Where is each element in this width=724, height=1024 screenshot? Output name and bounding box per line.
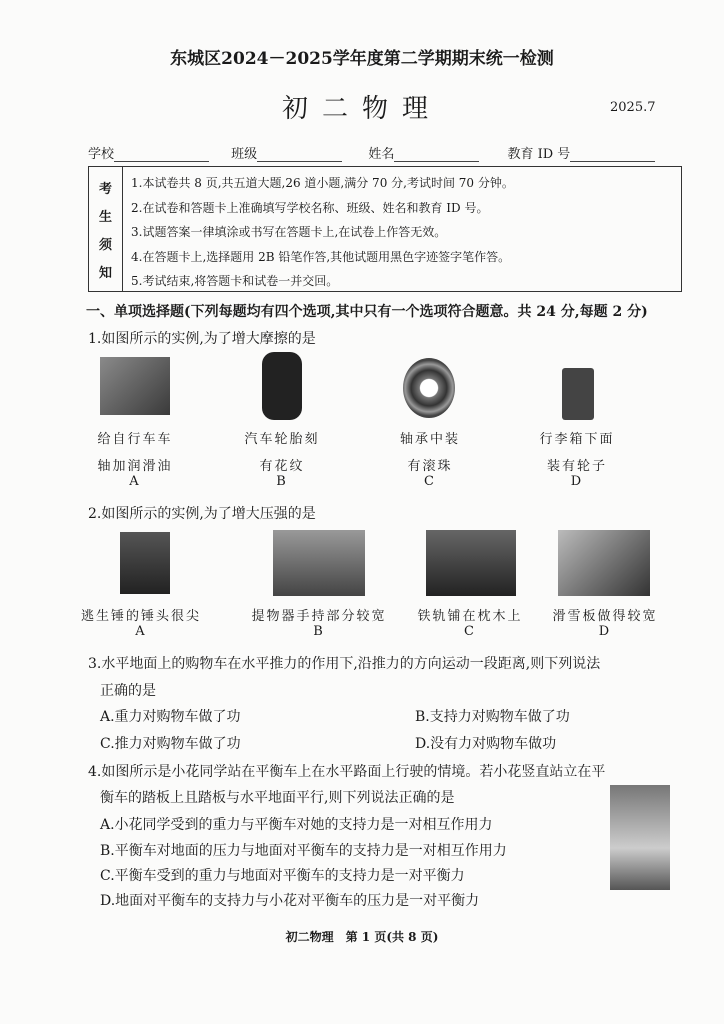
q3-option-b: B.支持力对购物车做了功 bbox=[415, 709, 570, 725]
q1-caption: 有滚珠 bbox=[407, 459, 453, 474]
q4-option-a: A.小花同学受到的重力与平衡车对她的支持力是一对相互作用力 bbox=[100, 817, 493, 833]
bicycle-axle-image bbox=[100, 357, 170, 415]
q2-caption: 铁轨铺在枕木上 bbox=[417, 609, 523, 624]
notice-box bbox=[88, 166, 682, 292]
page-footer: 初二物理 第 1 页(共 8 页) bbox=[285, 930, 439, 944]
notice-item: 1.本试卷共 8 页,共五道大题,26 道小题,满分 70 分,考试时间 70 分钟。 bbox=[131, 176, 514, 190]
subject-title: 初二物理 bbox=[281, 94, 442, 124]
q1-caption: 汽车轮胎刻 bbox=[244, 432, 320, 447]
q1-caption: 行李箱下面 bbox=[539, 432, 615, 447]
q1-caption: 给自行车车 bbox=[97, 432, 173, 447]
field-name-label: 姓名 bbox=[368, 147, 395, 162]
railway-image bbox=[426, 530, 516, 596]
q3-option-a: A.重力对购物车做了功 bbox=[100, 709, 241, 725]
q4-option-c: C.平衡车受到的重力与地面对平衡车的支持力是一对平衡力 bbox=[100, 868, 465, 884]
field-class-label: 班级 bbox=[231, 147, 258, 162]
name-blank bbox=[394, 149, 479, 162]
q1-caption: 轴加润滑油 bbox=[97, 459, 173, 474]
field-id-label: 教育 ID 号 bbox=[507, 147, 571, 162]
q3-option-d: D.没有力对购物车做功 bbox=[415, 736, 557, 752]
suitcase-image bbox=[562, 368, 594, 420]
q2-caption: 逃生锤的锤头很尖 bbox=[80, 609, 201, 624]
q1-caption: 有花纹 bbox=[259, 459, 305, 474]
exam-date: 2025.7 bbox=[610, 100, 656, 115]
q4-option-d: D.地面对平衡车的支持力与小花对平衡车的压力是一对平衡力 bbox=[100, 893, 480, 909]
q3-stem: 3.水平地面上的购物车在水平推力的作用下,沿推力的方向运动一段距离,则下列说法 bbox=[88, 656, 601, 672]
notice-item: 2.在试卷和答题卡上准确填写学校名称、班级、姓名和教育 ID 号。 bbox=[131, 200, 489, 215]
snowboard-image bbox=[558, 530, 650, 596]
q2-caption: 滑雪板做得较宽 bbox=[552, 609, 658, 624]
q1-option-letter: B bbox=[276, 474, 288, 489]
student-info-fields bbox=[88, 143, 655, 162]
q1-stem: 1.如图所示的实例,为了增大摩擦的是 bbox=[88, 331, 316, 347]
q1-option-letter: C bbox=[424, 474, 436, 489]
q4-option-b: B.平衡车对地面的压力与地面对平衡车的支持力是一对相互作用力 bbox=[100, 843, 507, 859]
field-school-label: 学校 bbox=[88, 147, 115, 162]
q2-stem: 2.如图所示的实例,为了增大压强的是 bbox=[88, 506, 316, 522]
bearing-image bbox=[403, 358, 455, 418]
q2-option-letter: B bbox=[313, 624, 325, 639]
q4-stem-cont: 衡车的踏板上且踏板与水平地面平行,则下列说法正确的是 bbox=[100, 790, 455, 806]
balance-scooter-image bbox=[610, 785, 670, 890]
q2-option-letter: D bbox=[598, 624, 612, 639]
class-blank bbox=[257, 149, 342, 162]
exam-title: 东城区2024－2025学年度第二学期期末统一检测 bbox=[170, 49, 554, 69]
notice-item: 3.试题答案一律填涂或书写在答题卡上,在试卷上作答无效。 bbox=[131, 225, 447, 239]
school-blank bbox=[114, 149, 209, 162]
notice-item: 4.在答题卡上,选择题用 2B 铅笔作答,其他试题用黑色字迹签字笔作答。 bbox=[131, 249, 511, 264]
q3-stem-cont: 正确的是 bbox=[100, 683, 156, 699]
q2-option-letter: A bbox=[135, 624, 147, 639]
q1-option-letter: D bbox=[570, 474, 584, 489]
q1-caption: 装有轮子 bbox=[546, 459, 607, 474]
q2-caption: 提物器手持部分较宽 bbox=[251, 609, 387, 624]
q1-option-letter: A bbox=[129, 474, 141, 489]
id-blank bbox=[570, 149, 655, 162]
notice-item: 5.考试结束,将答题卡和试卷一并交回。 bbox=[131, 274, 339, 288]
tire-image bbox=[262, 352, 302, 420]
escape-hammer-image bbox=[120, 532, 170, 594]
carrier-handle-image bbox=[273, 530, 365, 596]
q1-caption: 轴承中装 bbox=[399, 432, 460, 447]
q3-option-c: C.推力对购物车做了功 bbox=[100, 736, 241, 752]
section-heading: 一、单项选择题(下列每题均有四个选项,其中只有一个选项符合题意。共 24 分,每题 2 分) bbox=[86, 304, 648, 320]
notice-label: 考 生 须 知 bbox=[89, 167, 123, 291]
q4-stem: 4.如图所示是小花同学站在平衡车上在水平路面上行驶的情境。若小花竖直站立在平 bbox=[88, 764, 606, 780]
q2-option-letter: C bbox=[464, 624, 476, 639]
